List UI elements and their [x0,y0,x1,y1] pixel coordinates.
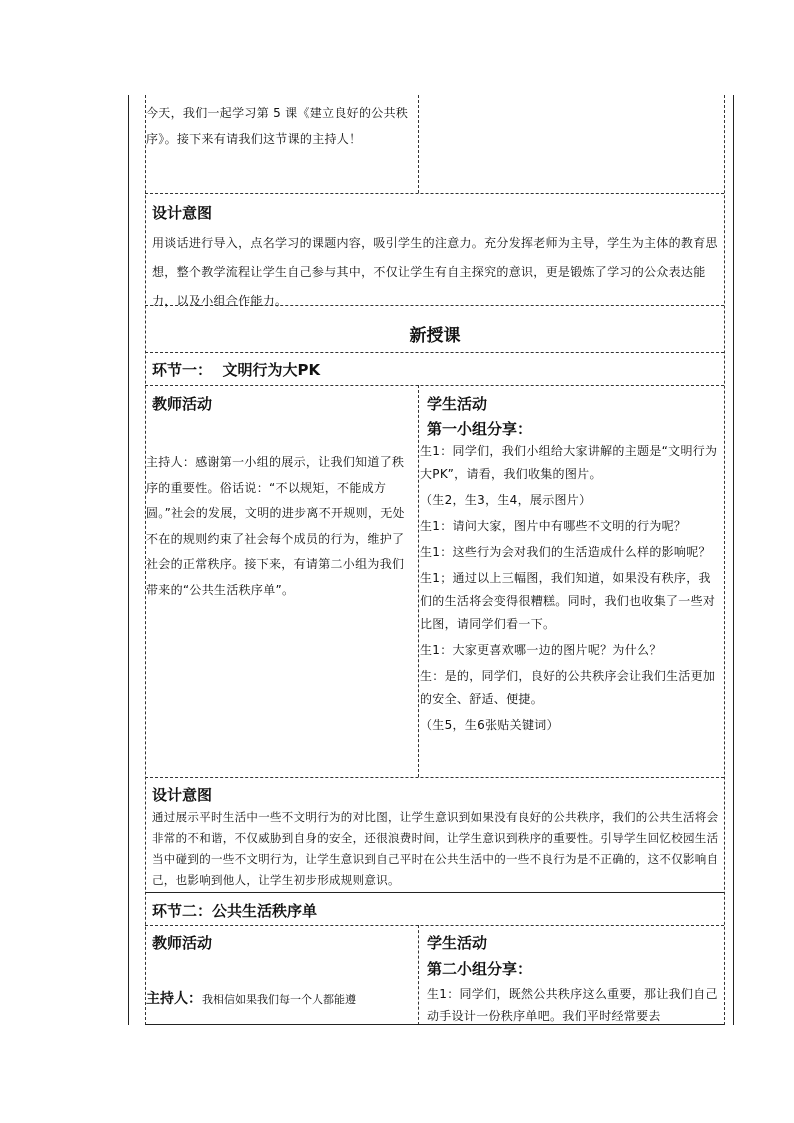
teacher-activity-text: 我相信如果我们每一个人都能遵 [202,993,356,1006]
table-right-border [733,95,734,1025]
teacher-activity-heading: 教师活动 [152,395,213,413]
column-divider [418,385,419,777]
design-intent-text: 通过展示平时生活中一些不文明行为的对比图，让学生意识到如果没有良好的公共秩序，我们的公共生活将会非常的不和谐，不仅威胁到自身的安全，还很浪费时间，让学生意识到秩序的重要性。引导学生回忆校园生活当中碰到的一些不文明行为，让学生意识到自己平时在公共生活中的一些不良行为是不正确的，这不仅影响自己，也影响到他人，让学生初步形成规则意识。 [152,810,719,887]
student-para: 生1：这些行为会对我们的生活造成什么样的影响呢？ [420,545,711,559]
student-para: 生1：同学们，我们小组给大家讲解的主题是“文明行为大PK”，请看，我们收集的图片。 [420,444,718,481]
row-divider [145,193,724,194]
design-intent-heading: 设计意图 [152,204,213,222]
student-para: （生2，生3，生4，展示图片） [420,493,592,507]
teacher-activity-line [146,988,416,1008]
teacher-activity-heading: 教师活动 [152,934,213,952]
student-para: 生1：请问大家，图片中有哪些不文明的行为呢？ [420,519,687,533]
table-inner-right-border [724,95,725,1025]
student-activity-heading: 学生活动 [427,395,488,413]
student-group-heading: 第二小组分享： [427,960,533,978]
row-divider [145,892,724,893]
column-divider [418,95,419,193]
column-divider [418,925,419,1025]
design-intent-text: 用谈话进行导入，点名学习的课题内容，吸引学生的注意力。充分发挥老师为主导，学生为主体的教育思想，整个教学流程让学生自己参与其中，不仅让学生有自主探究的意识，更是锻炼了学习的公众表达能力，以及小组合作能力。 [152,236,718,308]
table-left-border [128,95,129,1025]
student-para: （生5，生6张贴关键词） [420,718,559,732]
student-para: 生1；通过以上三幅图，我们知道，如果没有秩序，我们的生活将会变得很糟糕。同时，我们也收集了一些对比图，请同学们看一下。 [420,571,716,631]
row-divider [145,925,724,926]
row-divider [145,777,724,778]
row-divider [145,352,724,353]
student-group-heading: 第一小组分享： [427,420,533,438]
student-activity-text: 生1：同学们，既然公共秩序这么重要，那让我们自己动手设计一份秩序单吧。我们平时经常要去 [427,987,718,1023]
teacher-activity-text: 主持人：感谢第一小组的展示，让我们知道了秩序的重要性。俗话说：“不以规矩，不能成方圆。”社会的发展，文明的进步离不开规则，无处不在的规则约束了社会每个成员的行为，维护了社会的正常秩序。接下来，有请第二小组为我们带来的“公共生活秩序单”。 [146,455,405,597]
design-intent-heading: 设计意图 [152,786,213,804]
intro-teacher-text: 今天，我们一起学习第 5 课《建立良好的公共秩序》。接下来有请我们这节课的主持人！ [146,106,409,146]
student-para: 生：是的，同学们，良好的公共秩序会让我们生活更加的安全、舒适、便捷。 [420,669,716,706]
new-lesson-title: 新授课 [409,326,461,346]
section2-heading: 环节二：公共生活秩序单 [152,902,318,920]
student-para: 生1：大家更喜欢哪一边的图片呢？为什么？ [420,643,662,657]
section1-heading: 环节一： 文明行为大PK [152,361,321,379]
host-label: 主持人： [146,991,202,1007]
student-activity-heading: 学生活动 [427,934,488,952]
student-activity-list [420,440,722,737]
row-divider [145,385,724,386]
